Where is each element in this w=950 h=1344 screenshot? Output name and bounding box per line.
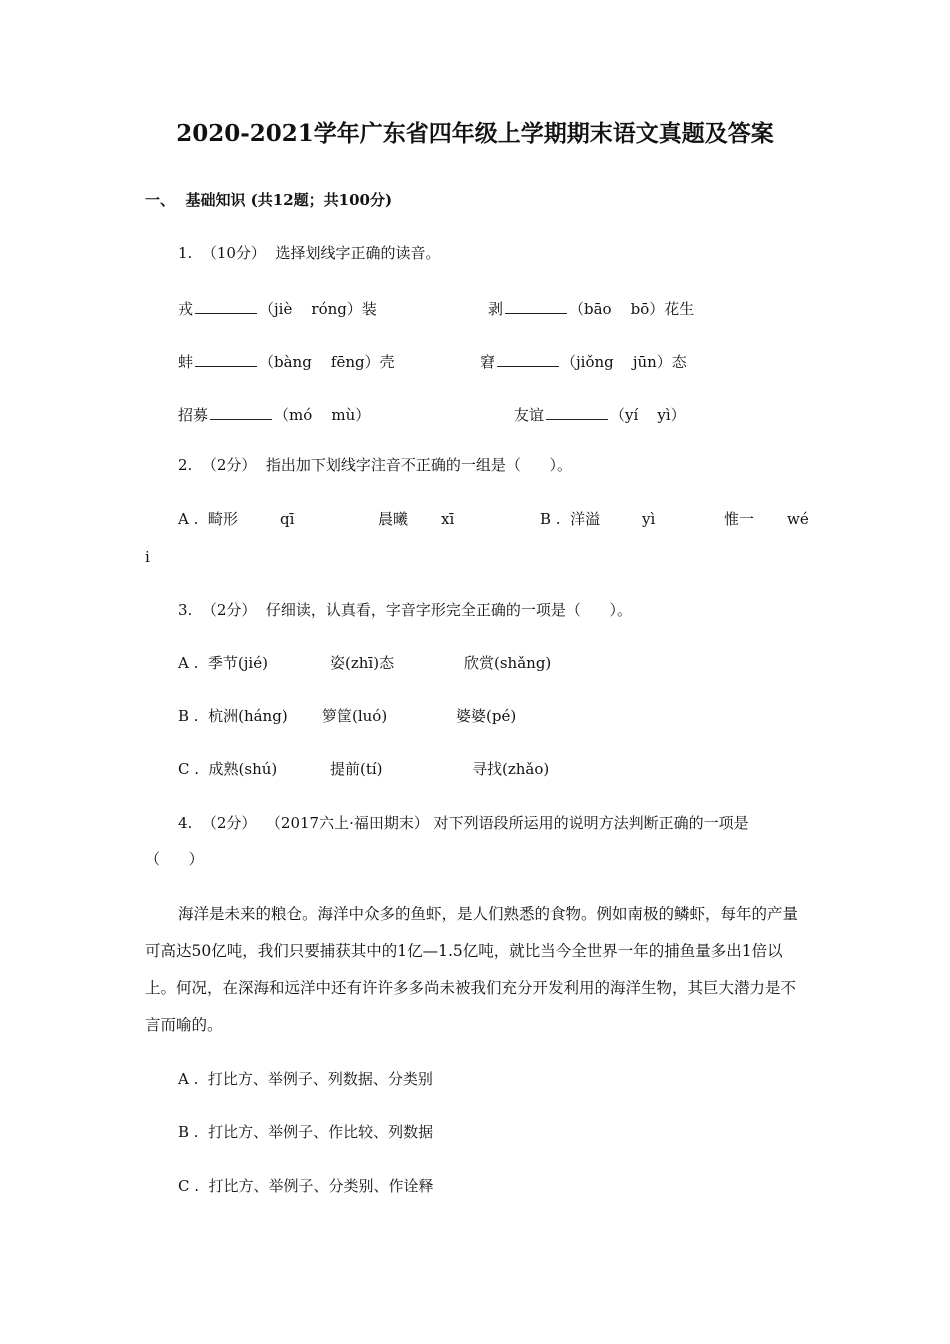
- option-b-pinyin2-wrap: i: [145, 548, 150, 566]
- option-a[interactable]: A . 畸形: [178, 510, 238, 528]
- answer-blank[interactable]: [546, 405, 608, 420]
- option-a-word3: 欣赏(shǎng): [464, 654, 552, 672]
- question-2-stem: 2. （2分） 指出加下划线字注音不正确的一组是（ ）。: [178, 456, 573, 474]
- option-a[interactable]: A . 打比方、举例子、列数据、分类别: [178, 1070, 433, 1088]
- option-c[interactable]: C . 成熟(shú): [178, 760, 278, 778]
- option-b[interactable]: B . 杭洲(háng): [178, 707, 288, 725]
- option-b-pinyin: yì: [642, 510, 656, 528]
- answer-blank[interactable]: [210, 405, 272, 420]
- q1-item-4: 窘 （jiǒng jūn）态: [480, 353, 687, 371]
- option-a-pinyin: qī: [280, 510, 295, 528]
- question-4-stem-wrap: （ ）: [145, 850, 204, 868]
- q1-item-5: 招募 （mó mù）: [178, 406, 371, 424]
- answer-blank[interactable]: [505, 299, 567, 314]
- option-a-pinyin2: xī: [441, 510, 455, 528]
- option-c-word2: 提前(tí): [330, 760, 383, 778]
- option-b-pinyin2: wé: [787, 510, 809, 528]
- option-c-word3: 寻找(zhǎo): [472, 760, 550, 778]
- option-b[interactable]: B . 洋溢: [540, 510, 601, 528]
- option-b-word2: 惟一: [724, 510, 755, 528]
- question-3-stem: 3. （2分） 仔细读，认真看，字音字形完全正确的一项是（ ）。: [178, 601, 633, 619]
- question-1-stem: 1. （10分） 选择划线字正确的读音。: [178, 244, 441, 262]
- option-a[interactable]: A . 季节(jié): [178, 654, 268, 672]
- q1-item-2: 剥 （bāo bō）花生: [488, 300, 695, 318]
- q1-item-1: 戎 （jiè róng）装: [178, 300, 377, 318]
- option-b[interactable]: B . 打比方、举例子、作比较、列数据: [178, 1123, 434, 1141]
- page-title: 2020-2021学年广东省四年级上学期期末语文真题及答案: [176, 120, 774, 147]
- option-a-word2: 晨曦: [378, 510, 409, 528]
- option-b-word2: 箩筐(luó): [322, 707, 388, 725]
- option-c[interactable]: C . 打比方、举例子、分类别、作诠释: [178, 1177, 434, 1195]
- answer-blank[interactable]: [497, 352, 559, 367]
- answer-blank[interactable]: [195, 299, 257, 314]
- question-4-stem: 4. （2分） （2017六上·福田期末） 对下列语段所运用的说明方法判断正确的一项是: [178, 814, 749, 832]
- answer-blank[interactable]: [195, 352, 257, 367]
- option-b-word3: 婆婆(pé): [456, 707, 517, 725]
- q1-item-6: 友谊 （yí yì）: [514, 406, 686, 424]
- section-heading: 一、 基础知识 (共12题；共100分): [145, 191, 393, 209]
- q1-item-3: 蚌 （bàng fēng）壳: [178, 353, 395, 371]
- option-a-word2: 姿(zhī)态: [330, 654, 395, 672]
- reading-passage: 海洋是未来的粮仓。海洋中众多的鱼虾，是人们熟悉的食物。例如南极的鳞虾，每年的产量可高达50亿吨，我们只要捕获其中的1亿—1.5亿吨，就比当今全世界一年的捕鱼量多出1倍以上。何况，在深海和远洋中还有许许多多尚未被我们充分开发利用的海洋生物，其巨大潜力是不言而喻的。: [145, 905, 799, 1034]
